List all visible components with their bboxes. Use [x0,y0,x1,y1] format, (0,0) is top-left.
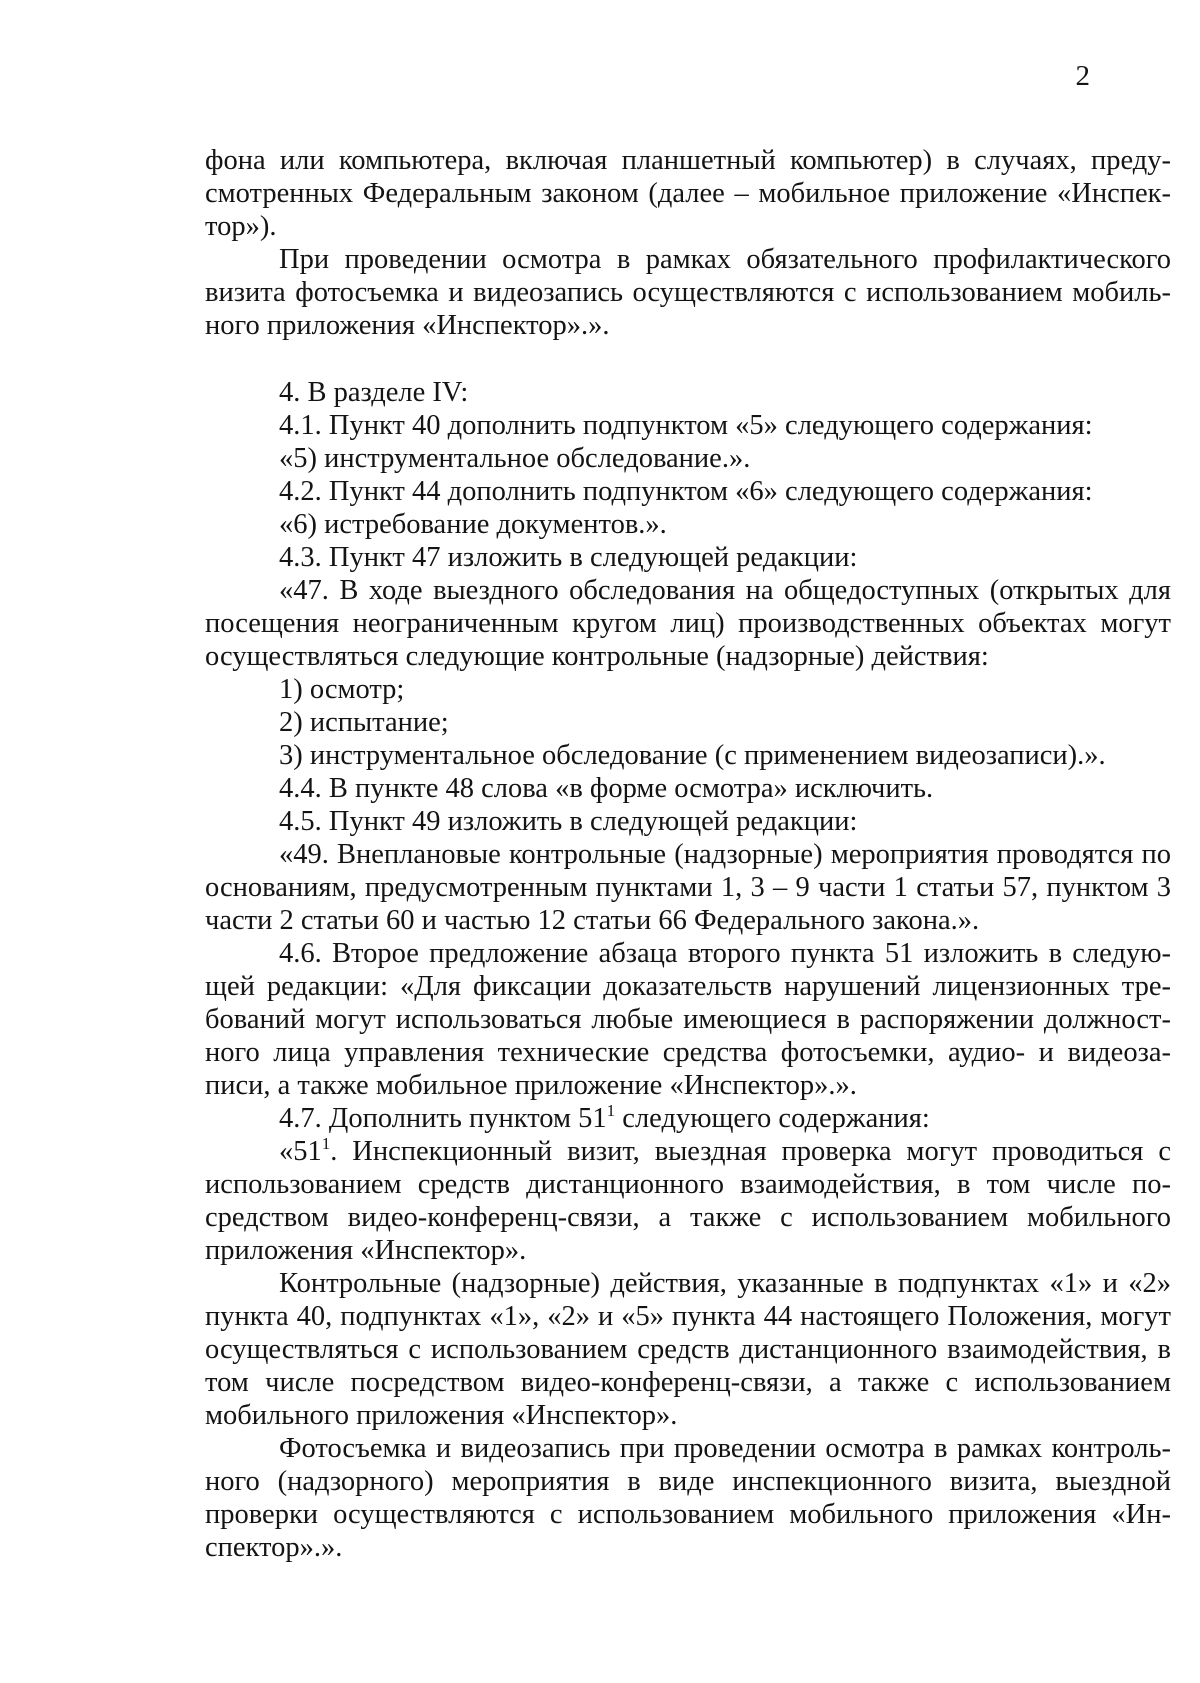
paragraph: Фотосъемка и видеозапись при проведении осмотра в рамках контрольного (надзорного) мероприятия в виде инспекционного визита, выездной проверки осуществляются с использованием мобильного приложения «Инспектор».». [205,1433,1171,1563]
list-item: 2) испытание; [279,707,449,738]
paragraph: «5) инструментальное обследование.». [279,443,751,474]
text-run: . Инспекционный визит, выездная проверка могут проводиться с использованием средств дистанционного взаимодействия, в том числе посредством видео-конференц-связи, а также с использованием мобильного приложения «Инспектор». [205,1136,1171,1266]
superscript: 1 [606,1101,616,1120]
paragraph: «49. Внеплановые контрольные (надзорные) мероприятия проводятся по основаниям, предусмотренным пунктами 1, 3 – 9 части 1 статьи 57, пунктом 3 части 2 статьи 60 и частью 12 статьи 66 Федерального закона.». [205,839,1171,936]
paragraph: При проведении осмотра в рамках обязательного профилактического визита фотосъемка и видеозапись осуществляются с использованием мобильного приложения «Инспектор».». [205,244,1171,341]
text-run: 4.7. Дополнить пунктом 51 [279,1103,607,1134]
text-run: «51 [279,1136,322,1167]
paragraph: «6) истребование документов.». [279,509,667,540]
text-run: следующего содержания: [615,1103,930,1134]
paragraph [205,1102,1171,1135]
page-number: 2 [1075,60,1090,92]
paragraph [205,1135,1171,1267]
list-item: 3) инструментальное обследование (с применением видеозаписи).». [279,740,1106,771]
superscript: 1 [321,1134,331,1153]
document-body [205,144,1171,1564]
paragraph: 4.3. Пункт 47 изложить в следующей редакции: [279,542,858,573]
paragraph: «47. В ходе выездного обследования на общедоступных (открытых для посещения неограниченным кругом лиц) производственных объектах могут осуществляться следующие контрольные (надзорные) действия: [205,575,1171,672]
paragraph: 4.6. Второе предложение абзаца второго пункта 51 изложить в следующей редакции: «Для фиксации доказательств нарушений лицензионных требований могут использоваться любые имеющиеся в распоряжении должностного лица управления технические средства фотосъемки, аудио- и видеозаписи, а также мобильное приложение «Инспектор».». [205,938,1171,1101]
list-item: 1) осмотр; [279,674,405,705]
paragraph: фона или компьютера, включая планшетный компьютер) в случаях, предусмотренных Федеральным законом (далее – мобильное приложение «Инспектор»). [205,145,1171,242]
paragraph: 4.2. Пункт 44 дополнить подпунктом «6» следующего содержания: [279,476,1093,507]
paragraph: 4.1. Пункт 40 дополнить подпунктом «5» следующего содержания: [279,410,1093,441]
paragraph: Контрольные (надзорные) действия, указанные в подпунктах «1» и «2» пункта 40, подпунктах «1», «2» и «5» пункта 44 настоящего Положения, могут осуществляться с использованием средств дистанционного взаимодействия, в том числе посредством видео-конференц-связи, а также с использованием мобильного приложения «Инспектор». [205,1268,1171,1431]
paragraph: 4.4. В пункте 48 слова «в форме осмотра» исключить. [279,773,934,804]
section-heading: 4. В разделе IV: [279,377,469,408]
paragraph: 4.5. Пункт 49 изложить в следующей редакции: [279,806,858,837]
